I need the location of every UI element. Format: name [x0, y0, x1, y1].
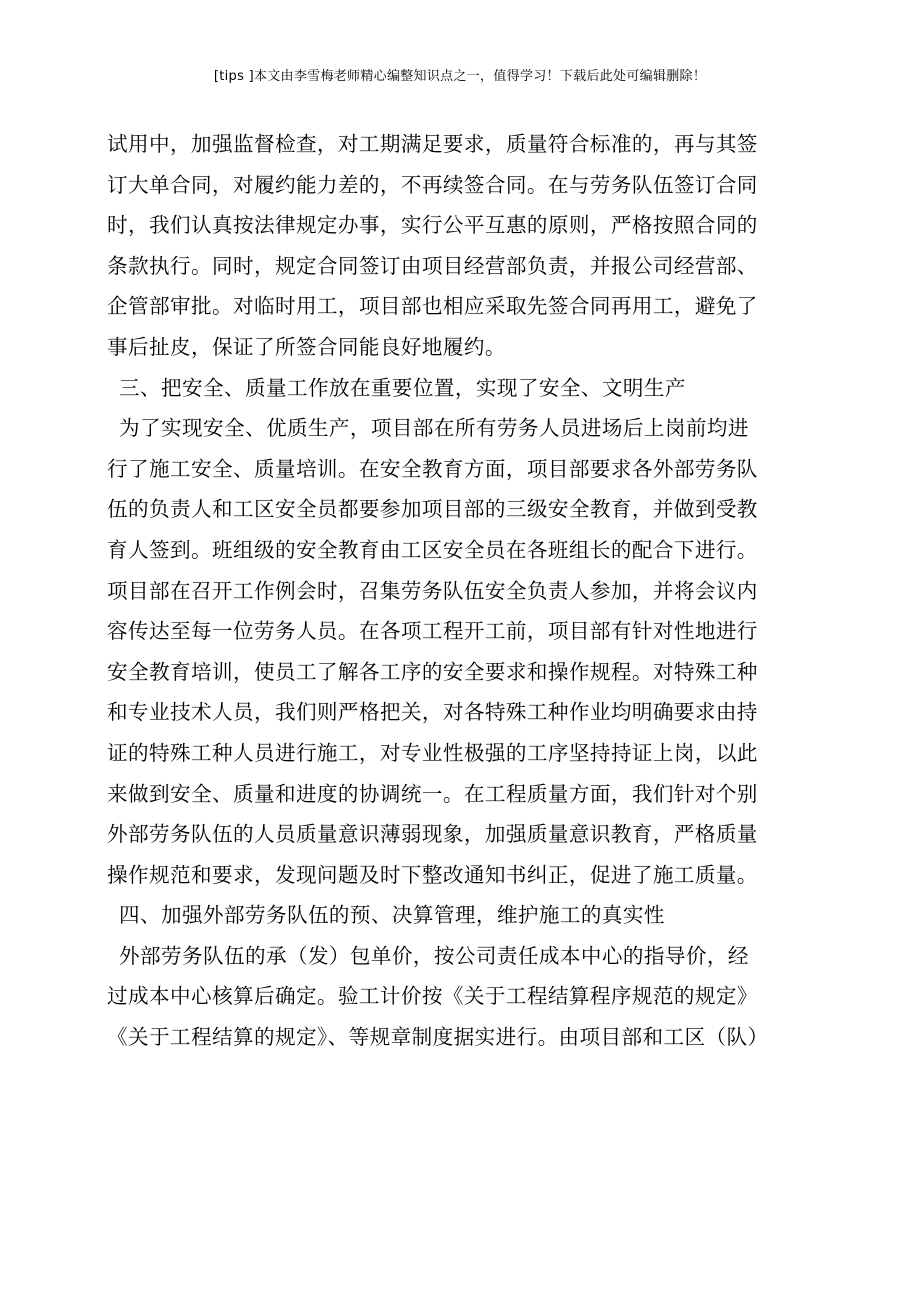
body-line: 证的特殊工种人员进行施工，对专业性极强的工序坚持持证上岗，以此 [107, 740, 758, 765]
section-heading-4: 四、加强外部劳务队伍的预、决算管理，维护施工的真实性 [119, 903, 665, 928]
document-header-tip: [tips ]本文由李雪梅老师精心编整知识点之一，值得学习！下载后此处可编辑删除！ [213, 69, 707, 84]
body-line: 外部劳务队伍的人员质量意识薄弱现象，加强质量意识教育，严格质量 [107, 822, 758, 847]
body-line: 订大单合同，对履约能力差的，不再续签合同。在与劳务队伍签订合同 [107, 172, 758, 197]
body-line: 时，我们认真按法律规定办事，实行公平互惠的原则，严格按照合同的 [107, 213, 758, 238]
body-line: 事后扯皮，保证了所签合同能良好地履约。 [107, 334, 506, 359]
body-line: 企管部审批。对临时用工，项目部也相应采取先签合同再用工，避免了 [107, 294, 758, 319]
body-line: 伍的负责人和工区安全员都要参加项目部的三级安全教育，并做到受教 [107, 497, 758, 522]
body-line: 安全教育培训，使员工了解各工序的安全要求和操作规程。对特殊工种 [107, 659, 758, 684]
body-line: 为了实现安全、优质生产，项目部在所有劳务人员进场后上岗前均进 [119, 416, 749, 441]
body-line: 来做到安全、质量和进度的协调统一。在工程质量方面，我们针对个别 [107, 781, 758, 806]
body-line: 行了施工安全、质量培训。在安全教育方面，项目部要求各外部劳务队 [107, 456, 758, 481]
body-line: 和专业技术人员，我们则严格把关，对各特殊工种作业均明确要求由持 [107, 700, 758, 725]
body-line: 《关于工程结算的规定》、等规章制度据实进行。由项目部和工区（队） [107, 1025, 769, 1050]
document-body [107, 124, 807, 1058]
body-line: 育人签到。班组级的安全教育由工区安全员在各班组长的配合下进行。 [107, 537, 758, 562]
body-line: 试用中，加强监督检查，对工期满足要求，质量符合标准的，再与其签 [107, 132, 758, 156]
body-line: 外部劳务队伍的承（发）包单价，按公司责任成本中心的指导价，经 [119, 943, 749, 968]
body-line: 操作规范和要求，发现问题及时下整改通知书纠正，促进了施工质量。 [107, 862, 758, 887]
section-heading-3: 三、把安全、质量工作放在重要位置，实现了安全、文明生产 [119, 375, 686, 400]
body-line: 过成本中心核算后确定。验工计价按《关于工程结算程序规范的规定》 [107, 984, 758, 1009]
body-line: 项目部在召开工作例会时，召集劳务队伍安全负责人参加，并将会议内 [107, 578, 758, 603]
body-line: 条款执行。同时，规定合同签订由项目经营部负责，并报公司经营部、 [107, 253, 758, 278]
body-line: 容传达至每一位劳务人员。在各项工程开工前，项目部有针对性地进行 [107, 619, 758, 644]
